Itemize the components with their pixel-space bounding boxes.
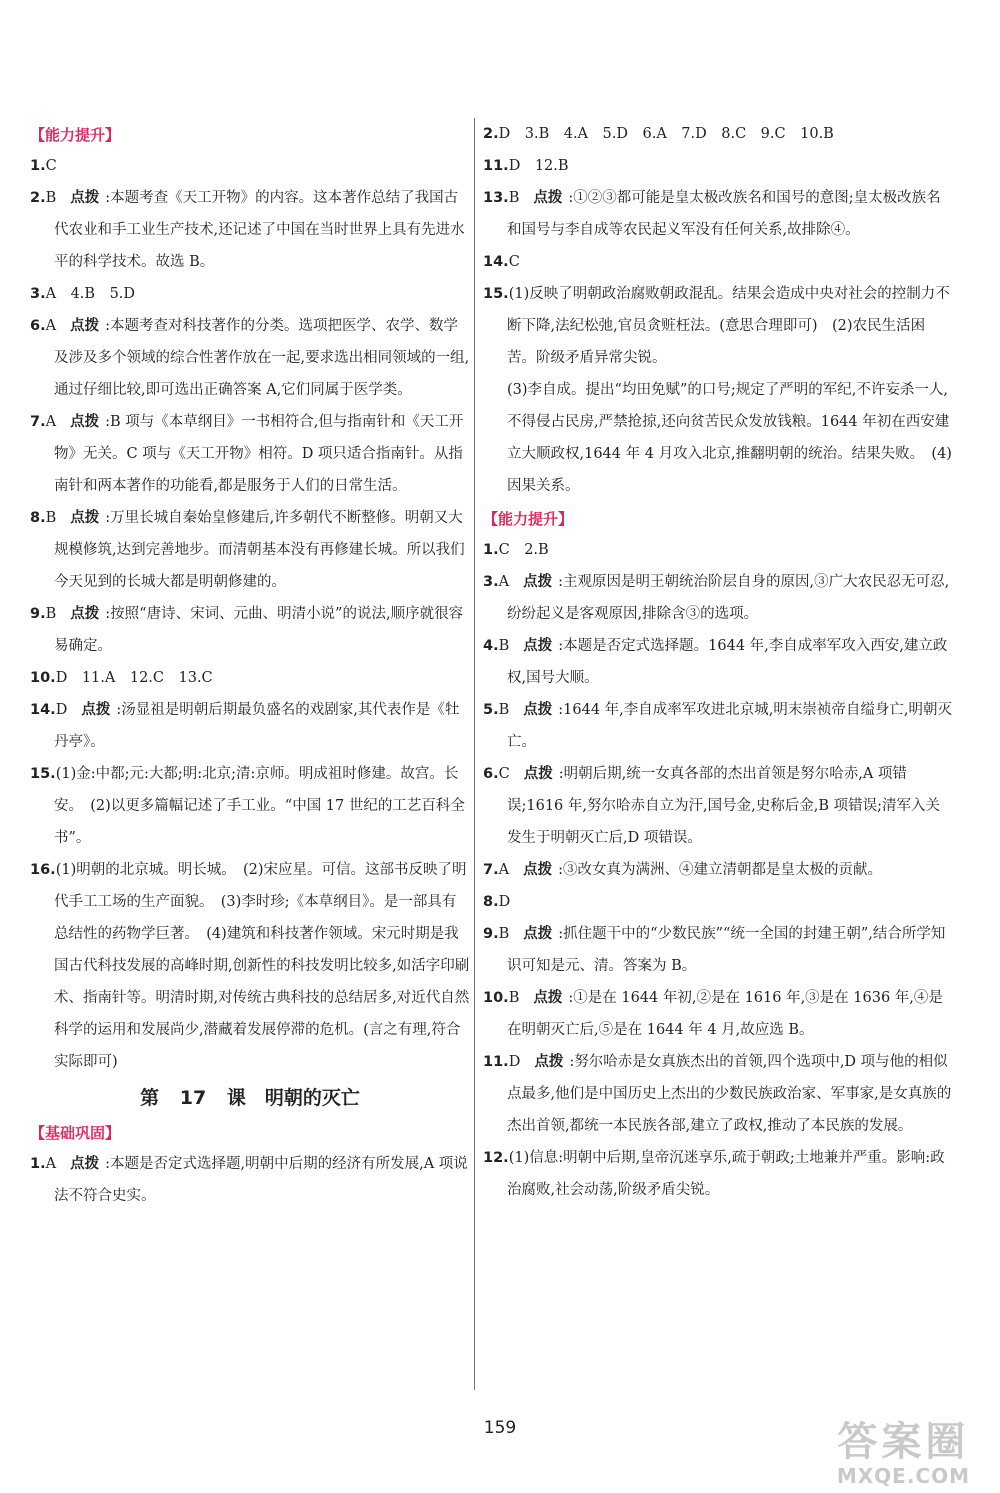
- answer-choice: B: [45, 190, 57, 206]
- answer-item: [30, 694, 470, 758]
- answer-item: [30, 854, 470, 1078]
- question-number: 16.: [30, 862, 56, 878]
- answer-item: [483, 278, 953, 374]
- hint-label: 点拨: [523, 766, 553, 782]
- section-tag-ability: 【能力提升】: [30, 126, 121, 144]
- answer-item: [483, 182, 953, 246]
- answer-choice: D: [508, 1054, 521, 1070]
- hint-label: 点拨: [70, 510, 100, 526]
- answer-item: [30, 150, 470, 182]
- answer-choice: A: [45, 318, 57, 334]
- explanation-text: :③改女真为满洲、④建立清朝都是皇太极的贡献。: [558, 862, 882, 878]
- question-number: 11.: [483, 158, 509, 174]
- left-column: [30, 118, 470, 1212]
- explanation-text: :B 项与《本草纲目》一书相符合,但与指南针和《天工开物》无关。C 项与《天工开物》相符。D 项只适合指南针。从指南针和两本著作的功能看,都是服务于人们的日常生活。: [54, 414, 464, 494]
- answer-choice: C 2.B: [498, 542, 549, 558]
- question-number: 1.: [483, 542, 499, 558]
- answer-item: [30, 278, 470, 310]
- answer-item: [483, 982, 953, 1046]
- hint-label: 点拨: [70, 1156, 100, 1172]
- question-number: 8.: [483, 894, 499, 910]
- answer-choice: D 12.B: [508, 158, 569, 174]
- explanation-text: :本题是否定式选择题。1644 年,李自成率军攻入西安,建立政权,国号大顺。: [507, 638, 948, 686]
- answer-choice: D: [55, 702, 68, 718]
- watermark-url: MXQE.COM: [836, 1464, 970, 1488]
- answer-item: [483, 630, 953, 694]
- hint-label: 点拨: [523, 862, 553, 878]
- answer-list-left-1: [30, 150, 470, 1078]
- answer-choice: B: [498, 926, 510, 942]
- explanation-text: :万里长城自秦始皇修建后,许多朝代不断整修。明朝又大规模修筑,达到完善地步。而清朝基本没有再修建长城。所以我们今天见到的长城大都是明朝修建的。: [54, 510, 465, 590]
- explanation-text: :汤显祖是明朝后期最负盛名的戏剧家,其代表作是《牡丹亭》。: [54, 702, 460, 750]
- answer-item: [30, 502, 470, 598]
- answer-item: [483, 1046, 953, 1142]
- question-number: 12.: [483, 1150, 509, 1166]
- answer-choice: A: [45, 414, 57, 430]
- answer-choice: A 4.B 5.D: [45, 286, 136, 302]
- explanation-text: :1644 年,李自成率军攻进北京城,明末崇祯帝自缢身亡,明朝灭亡。: [507, 702, 952, 750]
- section-tag-basic: 【基础巩固】: [30, 1124, 121, 1142]
- answer-choice: D 11.A 12.C 13.C: [55, 670, 213, 686]
- question-number: 5.: [483, 702, 499, 718]
- hint-label: 点拨: [70, 606, 100, 622]
- explanation-text: :主观原因是明王朝统治阶层自身的原因,③广大农民忍无可忍,纷纷起义是客观原因,排除含③的选项。: [507, 574, 950, 622]
- answer-choice: A: [498, 574, 510, 590]
- question-number: 10.: [483, 990, 509, 1006]
- answer-item: [483, 886, 953, 918]
- explanation-text: :本题考查对科技著作的分类。选项把医学、农学、数学及涉及多个领域的综合性著作放在一起,要求选出相同领域的一组,通过仔细比较,即可选出正确答案 A,它们同属于医学类。: [54, 318, 470, 398]
- column-divider: [474, 118, 475, 1390]
- explanation-text: (1)金:中都;元:大都;明:北京;清:京师。明成祖时修建。故宫。长安。 (2)以更多篇幅记述了手工业。“中国 17 世纪的工艺百科全书”。: [54, 766, 465, 846]
- explanation-text: :明朝后期,统一女真各部的杰出首领是努尔哈赤,A 项错误;1616 年,努尔哈赤自立为汗,国号金,史称后金,B 项错误;清军入关发生于明朝灭亡后,D 项错误。: [507, 766, 940, 846]
- explanation-text: :抓住题干中的“少数民族”“统一全国的封建王朝”,结合所学知识可知是元、清。答案为 B。: [507, 926, 946, 974]
- watermark-logo: [837, 1420, 970, 1488]
- answer-list-left-2: [30, 1148, 470, 1212]
- answer-item: [483, 854, 953, 886]
- question-number: 15.: [30, 766, 56, 782]
- answer-item: [483, 918, 953, 982]
- question-number: 1.: [30, 158, 46, 174]
- answer-choice: B: [45, 510, 57, 526]
- answer-item: [483, 150, 953, 182]
- lesson-title: 第 17 课 明朝的灭亡: [140, 1087, 360, 1109]
- answer-choice: B: [498, 638, 510, 654]
- answer-choice: A: [498, 862, 510, 878]
- answer-choice: D: [498, 894, 511, 910]
- watermark-text: 答案圈: [837, 1419, 970, 1465]
- answer-item: [30, 406, 470, 502]
- question-number: 6.: [30, 318, 46, 334]
- hint-label: 点拨: [533, 990, 563, 1006]
- question-number: 8.: [30, 510, 46, 526]
- answer-item: [483, 758, 953, 854]
- answer-item: [30, 1148, 470, 1212]
- answer-list-right-1: [483, 118, 953, 374]
- answer-choice: B: [508, 190, 520, 206]
- answer-item: [30, 598, 470, 662]
- question-number: 10.: [30, 670, 56, 686]
- question-number: 3.: [483, 574, 499, 590]
- explanation-text: (1)信息:明朝中后期,皇帝沉迷享乐,疏于朝政;土地兼并严重。影响:政治腐败,社会动荡,阶级矛盾尖锐。: [507, 1150, 945, 1198]
- question-number: 2.: [30, 190, 46, 206]
- question-number: 9.: [30, 606, 46, 622]
- question-number: 9.: [483, 926, 499, 942]
- answer-item: [30, 662, 470, 694]
- question-number: 3.: [30, 286, 46, 302]
- answer-item: [483, 1142, 953, 1206]
- hint-label: 点拨: [523, 574, 553, 590]
- hint-label: 点拨: [70, 414, 100, 430]
- question-number: 1.: [30, 1156, 46, 1172]
- answer-item: [30, 758, 470, 854]
- answer-item: [483, 246, 953, 278]
- answer-choice: C: [508, 254, 520, 270]
- explanation-text: :努尔哈赤是女真族杰出的首领,四个选项中,D 项与他的相似点最多,他们是中国历史上杰出的少数民族政治家、军事家,是女真族的杰出首领,都统一本民族各部,建立了政权,推动了本民族的发展。: [507, 1054, 952, 1134]
- answer-choice: A: [45, 1156, 57, 1172]
- hint-label: 点拨: [523, 702, 553, 718]
- hint-label: 点拨: [70, 318, 100, 334]
- explanation-text: (1)反映了明朝政治腐败朝政混乱。结果会造成中央对社会的控制力不断下降,法纪松弛,官员贪赃枉法。(意思合理即可) (2)农民生活困苦。阶级矛盾异常尖锐。: [507, 286, 950, 366]
- answer-choice: D 3.B 4.A 5.D 6.A 7.D 8.C 9.C 10.B: [498, 126, 834, 142]
- answer-item: [483, 694, 953, 758]
- answer-item: [483, 534, 953, 566]
- hint-label: 点拨: [533, 190, 563, 206]
- answer-item: [30, 310, 470, 406]
- page-number: 159: [483, 1418, 517, 1438]
- answer-choice: B: [498, 702, 510, 718]
- answer-list-right-2: [483, 534, 953, 1206]
- right-column: [483, 118, 953, 1206]
- answer-choice: C: [45, 158, 57, 174]
- answer-choice: B: [45, 606, 57, 622]
- question-number: 11.: [483, 1054, 509, 1070]
- hint-label: 点拨: [523, 638, 553, 654]
- section-tag-ability-2: 【能力提升】: [483, 510, 574, 528]
- hint-label: 点拨: [70, 190, 100, 206]
- explanation-text: :本题是否定式选择题,明朝中后期的经济有所发展,A 项说法不符合史实。: [54, 1156, 468, 1204]
- question-number: 14.: [483, 254, 509, 270]
- question-number: 7.: [30, 414, 46, 430]
- answer-item: [483, 566, 953, 630]
- question-number: 4.: [483, 638, 499, 654]
- explanation-text: :①是在 1644 年初,②是在 1616 年,③是在 1636 年,④是在明朝灭亡后,⑤是在 1644 年 4 月,故应选 B。: [507, 990, 943, 1038]
- explanation-text: :按照“唐诗、宋词、元曲、明清小说”的说法,顺序就很容易确定。: [54, 606, 464, 654]
- question-number: 6.: [483, 766, 499, 782]
- answer-choice: C: [498, 766, 510, 782]
- explanation-text: :本题考查《天工开物》的内容。这本著作总结了我国古代农业和手工业生产技术,还记述了中国在当时世界上具有先进水平的科学技术。故选 B。: [54, 190, 465, 270]
- answer-item: [483, 118, 953, 150]
- question-number: 15.: [483, 286, 509, 302]
- question-number: 14.: [30, 702, 56, 718]
- explanation-text: (1)明朝的北京城。明长城。 (2)宋应星。可信。这部书反映了明代手工工场的生产面貌。 (3)李时珍;《本草纲目》。是一部具有总结性的药物学巨著。 (4)建筑和科技著作领域。宋元时期是我国古代科技发展的高峰时期,创新性的科技发明比较多,如活字印刷术、指南针等。明清时期,对传统古典科技的总结居多,对近代自然科学的运用和发展尚少,潜藏着发展停滞的危机。(言之有理,符合实际即可): [54, 862, 470, 1070]
- question-number: 13.: [483, 190, 509, 206]
- answer-item: [30, 182, 470, 278]
- hint-label: 点拨: [534, 1054, 564, 1070]
- hint-label: 点拨: [81, 702, 111, 718]
- answer-continuation: (3)李自成。提出“均田免赋”的口号;规定了严明的军纪,不许妄杀一人,不得侵占民房,严禁抢掠,还向贫苦民众发放钱粮。1644 年初在西安建立大顺政权,1644 年 4 月攻入北京,推翻明朝的统治。结果失败。 (4)因果关系。: [507, 382, 952, 494]
- hint-label: 点拨: [523, 926, 553, 942]
- question-number: 7.: [483, 862, 499, 878]
- explanation-text: :①②③都可能是皇太极改族名和国号的意图;皇太极改族名和国号与李自成等农民起义军没有任何关系,故排除④。: [507, 190, 941, 238]
- answer-choice: B: [508, 990, 520, 1006]
- question-number: 2.: [483, 126, 499, 142]
